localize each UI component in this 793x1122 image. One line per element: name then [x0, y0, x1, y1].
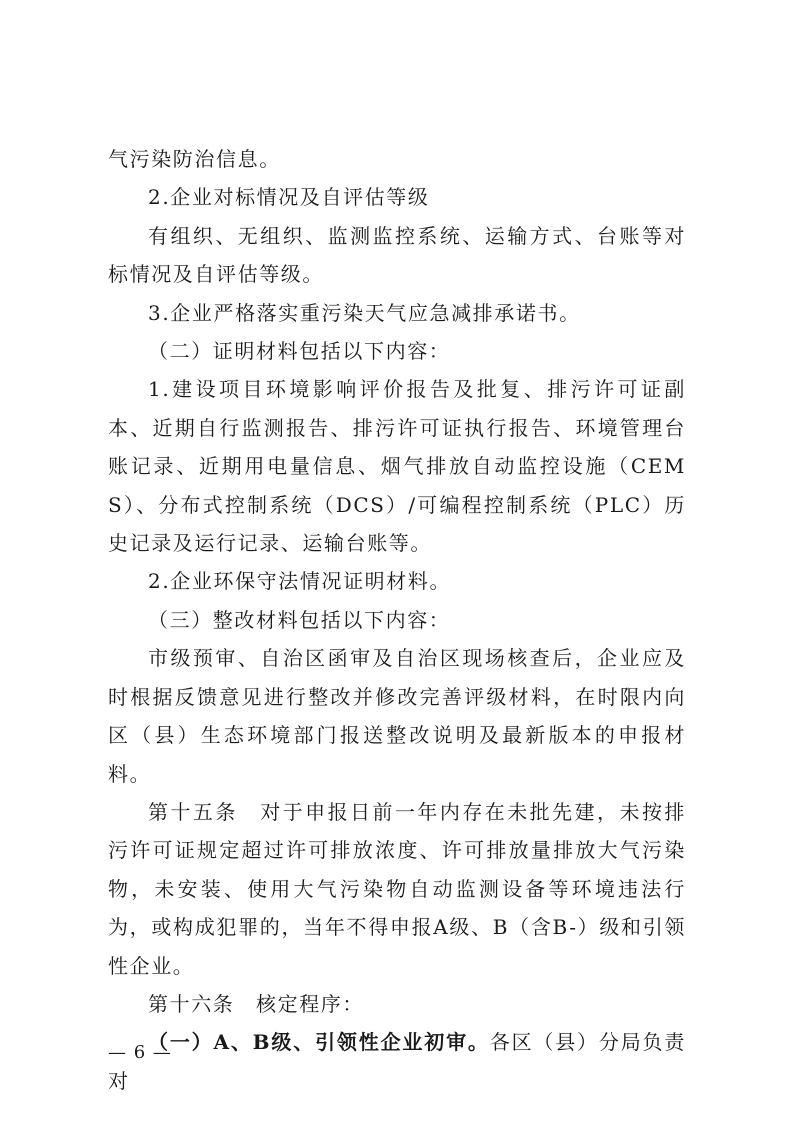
paragraph-proof-item-2: 2.企业环保守法情况证明材料。	[148, 569, 452, 594]
paragraph-proof-item-1: 1.建设项目环境影响评价报告及批复、排污许可证副本、近期自行监测报告、排污许可证执行报告、环境管理台账记录、近期用电量信息、烟气排放自动监控设施（CEMS）、分布式控制系统（DCS）/可编程控制系统（PLC）历史记录及运行记录、运输台账等。	[108, 377, 686, 556]
document-body	[108, 140, 686, 1100]
initial-review-heading: （一）A、B级、引领性企业初审。	[148, 1030, 490, 1055]
initial-review-text: 各区（县）分局负责对	[108, 1030, 686, 1093]
section-heading-proof-materials: （二）证明材料包括以下内容：	[148, 339, 451, 364]
page-number: — 6 —	[108, 1042, 172, 1063]
article-16-heading: 第十六条 核定程序：	[148, 991, 364, 1016]
paragraph-rectification-detail: 市级预审、自治区函审及自治区现场核查后，企业应及时根据反馈意见进行整改并修改完善评级材料，在时限内向区（县）生态环境部门报送整改说明及最新版本的申报材料。	[108, 646, 686, 786]
paragraph-continuation: 气污染防治信息。	[108, 147, 281, 171]
paragraph-initial-review	[108, 1023, 686, 1100]
paragraph-item-3: 3.企业严格落实重污染天气应急减排承诺书。	[148, 300, 581, 325]
paragraph-item-2: 2.企业对标情况及自评估等级	[148, 185, 430, 210]
article-15: 第十五条 对于申报日前一年内存在未批先建，未按排污许可证规定超过许可排放浓度、许可排放量排放大气污染物，未安装、使用大气污染物自动监测设备等环境违法行为，或构成犯罪的，当年不得申报A级、B（含B-）级和引领性企业。	[108, 799, 686, 978]
paragraph-benchmark-detail: 有组织、无组织、监测监控系统、运输方式、台账等对标情况及自评估等级。	[108, 223, 686, 287]
section-heading-rectification-materials: （三）整改材料包括以下内容：	[148, 607, 451, 632]
